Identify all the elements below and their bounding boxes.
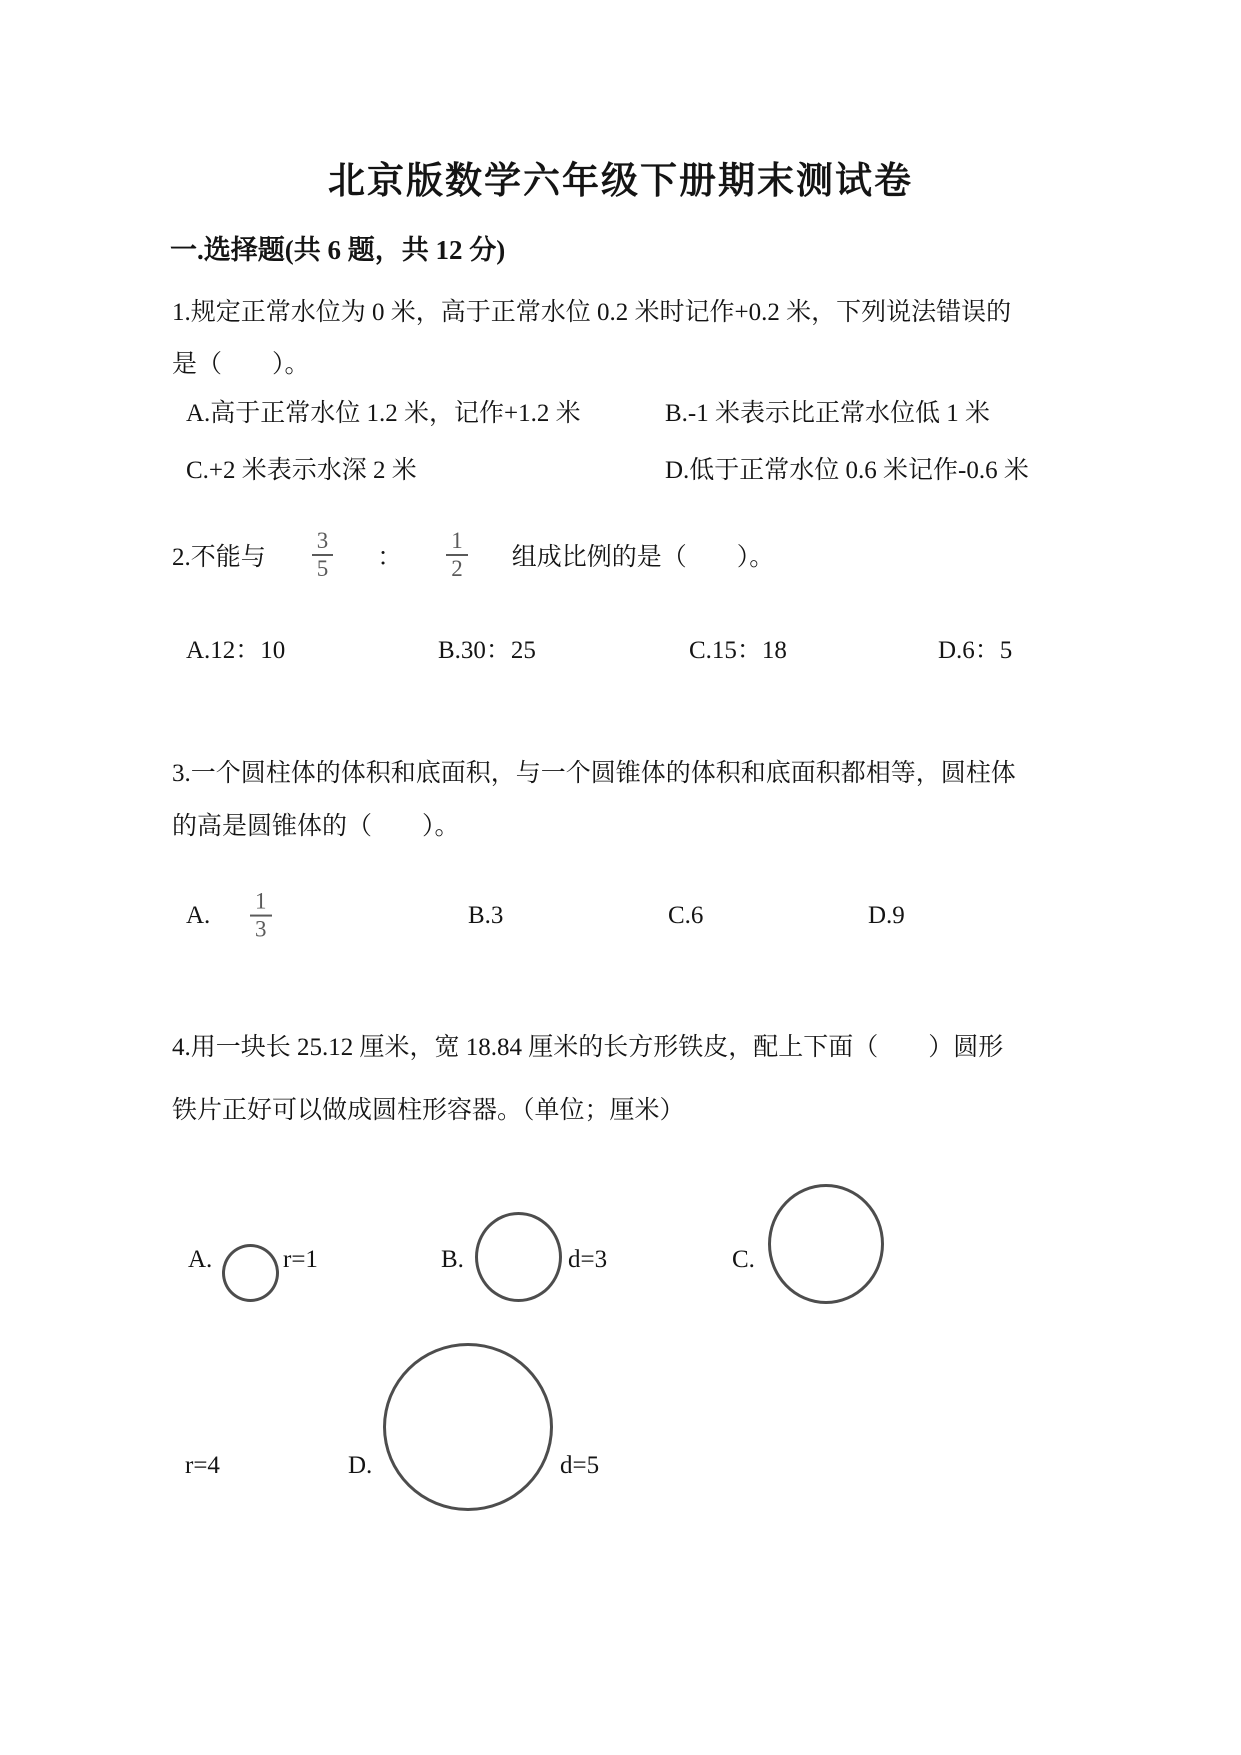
q4-figure-c-caption-wrapped: r=4: [185, 1452, 220, 1479]
fraction-denominator: 3: [250, 915, 272, 943]
q4-figure-b-circle: [475, 1212, 562, 1302]
q4-figure-b-label: B.: [441, 1246, 464, 1273]
fraction-numerator: 1: [451, 527, 463, 553]
q1-options-row-ab: [186, 393, 1166, 427]
q3-options-row: [186, 880, 1166, 952]
q2-prefix: 2.不能与: [172, 544, 266, 571]
q1-option-d: D.低于正常水位 0.6 米记作-0.6 米: [665, 457, 1029, 484]
q3-text-line2: 的高是圆锥体的（ ）。: [172, 813, 460, 840]
q4-text-line2: 铁片正好可以做成圆柱形容器。（单位；厘米）: [172, 1097, 685, 1124]
q4-figure-a-caption: r=1: [283, 1246, 318, 1273]
q3-option-a-fraction-1-3: [250, 889, 272, 944]
fraction-denominator: 5: [312, 554, 334, 582]
q2-options-row: [186, 630, 1166, 664]
page-title: 北京版数学六年级下册期末测试卷: [328, 161, 913, 202]
q2-text-row: [172, 522, 774, 588]
q1-option-a: A.高于正常水位 1.2 米，记作+1.2 米: [186, 400, 581, 427]
q2-suffix: 组成比例的是（ ）。: [511, 544, 775, 571]
q3-option-c: C.6: [668, 902, 704, 929]
q1-option-c: C.+2 米表示水深 2 米: [186, 457, 417, 484]
q2-option-a: A.12：10: [186, 637, 286, 664]
q2-fraction-1-2: [446, 528, 468, 583]
q2-option-d: D.6：5: [938, 637, 1013, 664]
fraction-numerator: 3: [316, 527, 329, 553]
q1-options-row-cd: [186, 450, 1166, 484]
q4-figure-d-label: D.: [348, 1452, 373, 1479]
q3-option-d: D.9: [868, 902, 905, 929]
q4-text-line1: 4.用一块长 25.12 厘米，宽 18.84 厘米的长方形铁皮，配上下面（ ）圆形: [172, 1034, 1004, 1061]
q4-figure-b-caption: d=3: [568, 1246, 608, 1273]
q2-fraction-3-5: [312, 528, 334, 583]
q3-option-b: B.3: [468, 902, 504, 929]
q3-option-a-label: A.: [186, 902, 211, 929]
section-header: 一.选择题(共 6 题，共 12 分): [170, 235, 506, 265]
fraction-numerator: 1: [255, 888, 267, 914]
q2-ratio-colon: ：: [377, 544, 403, 571]
q4-figure-a-circle: [222, 1244, 279, 1302]
q4-figure-d-circle: [383, 1343, 553, 1511]
q2-option-c: C.15：18: [689, 637, 787, 664]
q1-text-line2: 是（ ）。: [172, 351, 310, 378]
q4-figure-c-label: C.: [732, 1246, 755, 1273]
q1-option-b: B.-1 米表示比正常水位低 1 米: [665, 400, 991, 427]
q4-figure-d-caption: d=5: [560, 1452, 600, 1479]
q2-option-b: B.30：25: [438, 637, 536, 664]
q4-figure-c-circle: [768, 1184, 884, 1304]
fraction-denominator: 2: [446, 554, 468, 582]
q1-text-line1: 1.规定正常水位为 0 米，高于正常水位 0.2 米时记作+0.2 米，下列说法错误的: [172, 299, 1012, 326]
q4-figure-a-label: A.: [188, 1246, 213, 1273]
q3-text-line1: 3.一个圆柱体的体积和底面积，与一个圆锥体的体积和底面积都相等，圆柱体: [172, 760, 1016, 787]
